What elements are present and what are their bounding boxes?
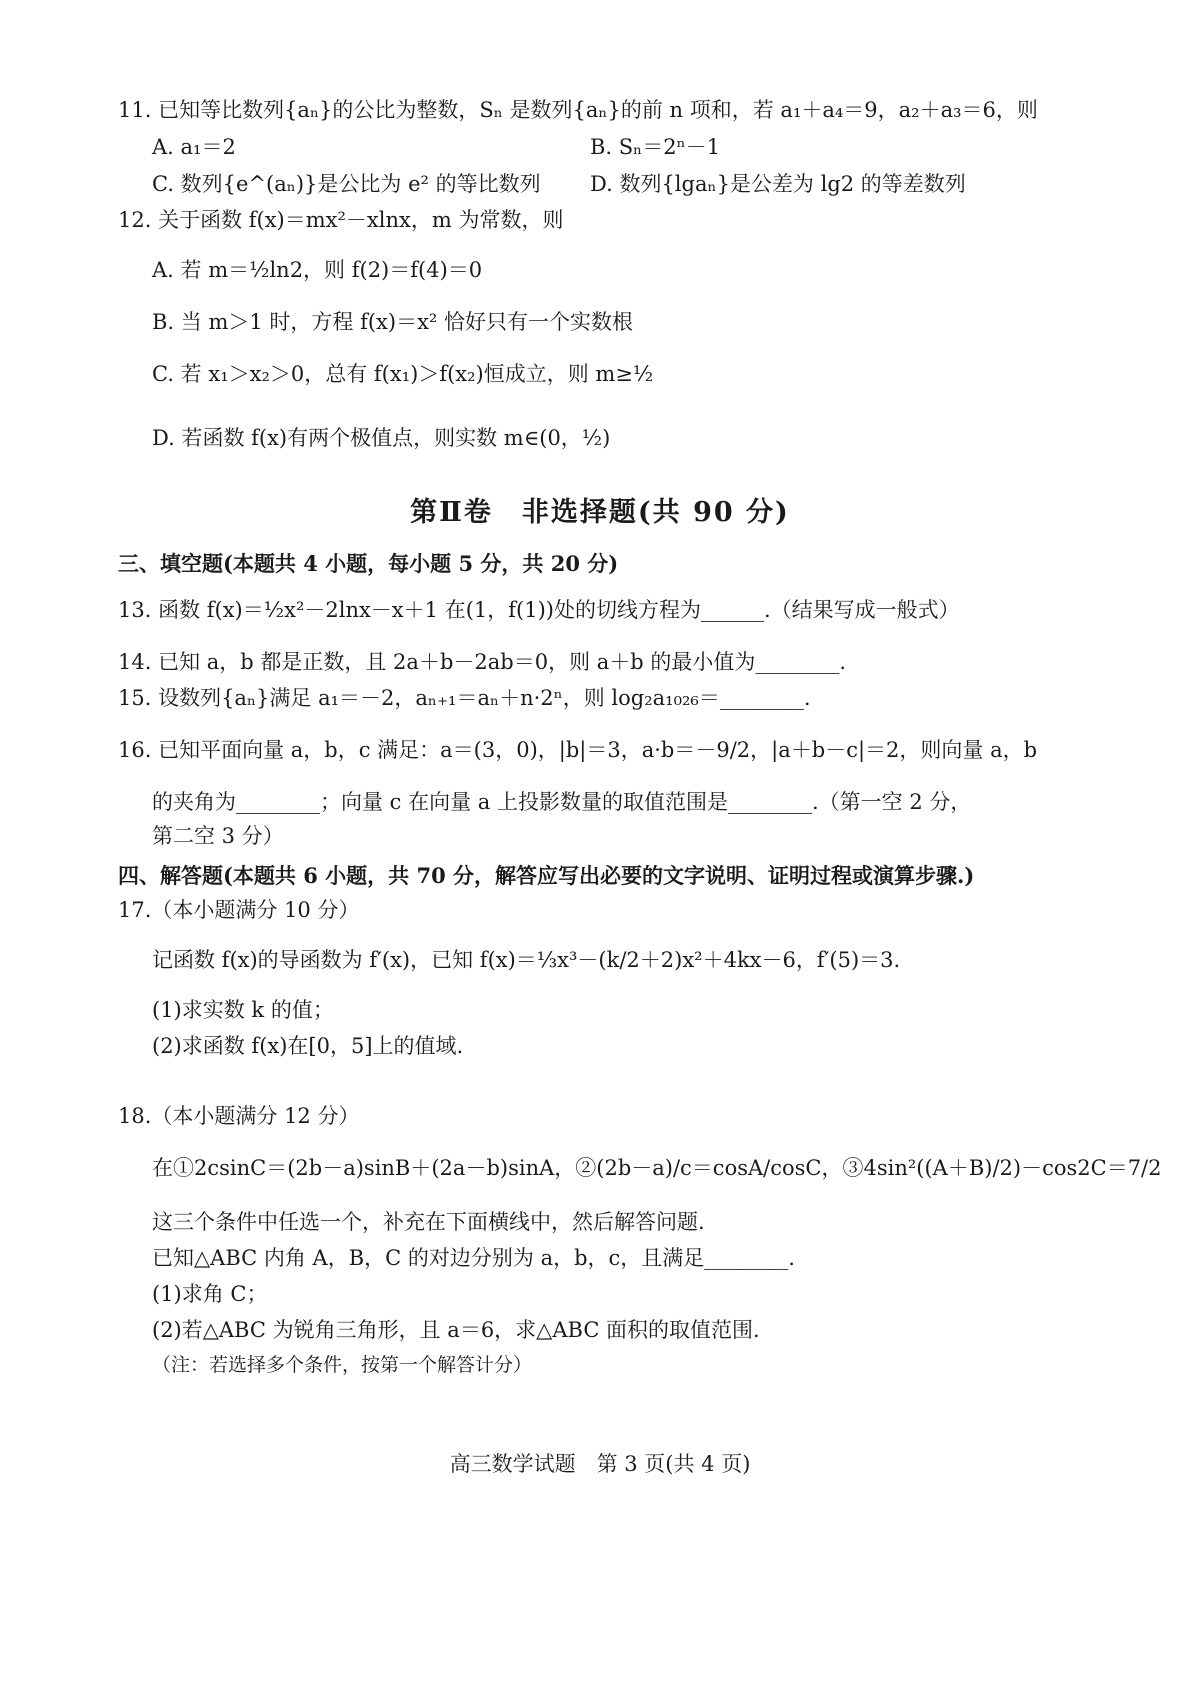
q11-option-d: D. 数列{lgaₙ}是公差为 lg2 的等差数列 <box>590 172 966 196</box>
q12-option-a: A. 若 m＝½ln2，则 f(2)＝f(4)＝0 <box>152 258 483 282</box>
q17-header: 17.（本小题满分 10 分） <box>118 898 360 922</box>
q12-option-c: C. 若 x₁＞x₂＞0，总有 f(x₁)＞f(x₂)恒成立，则 m≥½ <box>152 362 654 386</box>
q11-option-b: B. Sₙ＝2ⁿ－1 <box>590 135 721 159</box>
q11-option-a: A. a₁＝2 <box>152 135 236 159</box>
q16-line-3: 第二空 3 分） <box>152 824 284 848</box>
q18-part-2: (2)若△ABC 为锐角三角形，且 a＝6，求△ABC 面积的取值范围. <box>152 1318 760 1342</box>
q17-body: 记函数 f(x)的导函数为 f′(x)，已知 f(x)＝⅓x³－(k/2＋2)x²＋4kx－6，f′(5)＝3. <box>152 948 901 972</box>
q12-option-b: B. 当 m＞1 时，方程 f(x)＝x² 恰好只有一个实数根 <box>152 310 634 334</box>
q16-line-1: 16. 已知平面向量 a，b，c 满足：a＝(3，0)，|b|＝3，a·b＝－9/2，|a＋b－c|＝2，则向量 a，b <box>118 738 1038 762</box>
q18-part-1: (1)求角 C； <box>152 1282 268 1306</box>
q17-part-2: (2)求函数 f(x)在[0，5]上的值域. <box>152 1034 464 1058</box>
part-2-title: 第Ⅱ卷 非选择题(共 90 分) <box>410 497 790 528</box>
q12-option-d: D. 若函数 f(x)有两个极值点，则实数 m∈(0，½) <box>152 426 611 450</box>
q18-conditions: 在①2csinC＝(2b－a)sinB＋(2a－b)sinA，②(2b－a)/c＝cosA/cosC，③4sin²((A＋B)/2)－cos2C＝7/2 <box>152 1156 1162 1180</box>
q11-option-c: C. 数列{e^(aₙ)}是公比为 e² 的等比数列 <box>152 172 541 196</box>
q16-line-2: 的夹角为________；向量 c 在向量 a 上投影数量的取值范围是________.（第一空 2 分， <box>152 790 972 814</box>
page-footer: 高三数学试题 第 3 页(共 4 页) <box>449 1452 751 1476</box>
q18-note: （注：若选择多个条件，按第一个解答计分） <box>152 1354 533 1376</box>
q11-stem: 11. 已知等比数列{aₙ}的公比为整数，Sₙ 是数列{aₙ}的前 n 项和，若 a₁＋a₄＝9，a₂＋a₃＝6，则 <box>118 98 1038 122</box>
q18-header: 18.（本小题满分 12 分） <box>118 1104 360 1128</box>
q17-part-1: (1)求实数 k 的值； <box>152 998 334 1022</box>
q18-given: 已知△ABC 内角 A，B，C 的对边分别为 a，b，c，且满足________. <box>152 1246 795 1270</box>
q18-instruction: 这三个条件中任选一个，补充在下面横线中，然后解答问题. <box>152 1210 705 1234</box>
question-15: 15. 设数列{aₙ}满足 a₁＝－2，aₙ₊₁＝aₙ＋n·2ⁿ，则 log₂a₁₀₂₆＝________. <box>118 686 811 710</box>
question-13: 13. 函数 f(x)＝½x²－2lnx－x＋1 在(1，f(1))处的切线方程为______.（结果写成一般式） <box>118 598 960 622</box>
q12-stem: 12. 关于函数 f(x)＝mx²－xlnx，m 为常数，则 <box>118 208 564 232</box>
section-4-title: 四、解答题(本题共 6 小题，共 70 分，解答应写出必要的文字说明、证明过程或演算步骤.) <box>118 863 975 888</box>
section-3-title: 三、填空题(本题共 4 小题，每小题 5 分，共 20 分) <box>118 551 619 576</box>
question-14: 14. 已知 a，b 都是正数，且 2a＋b－2ab＝0，则 a＋b 的最小值为________. <box>118 650 847 674</box>
